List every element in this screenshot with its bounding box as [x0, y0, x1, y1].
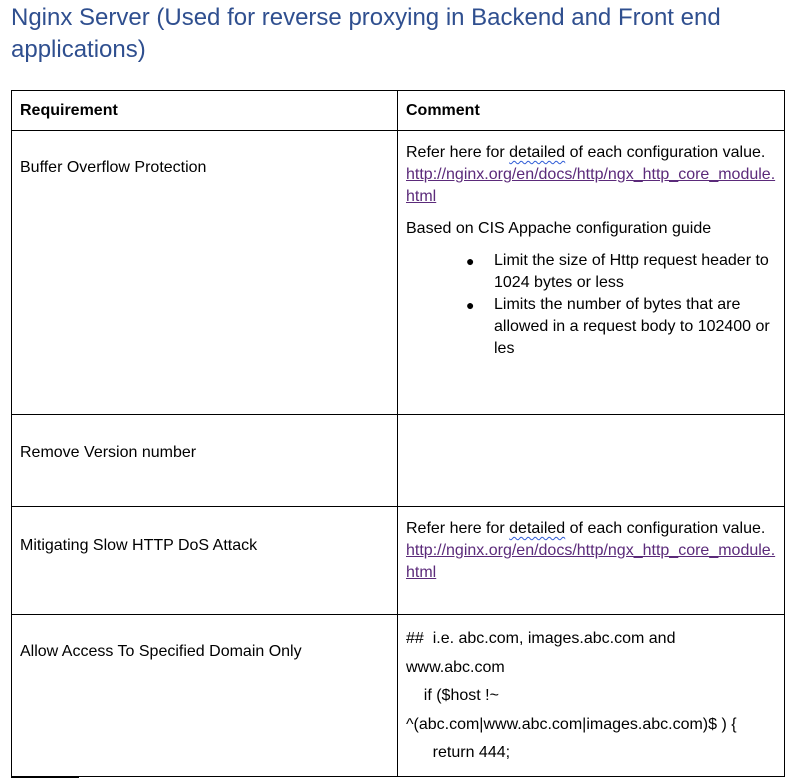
config-line: ^(abc.com|www.abc.com|images.abc.com)$ ) { — [406, 715, 737, 733]
config-line: if ($host !~ — [406, 687, 499, 704]
requirement-cell: Mitigating Slow HTTP DoS Attack — [12, 507, 398, 615]
table-row — [12, 507, 785, 615]
bullet-icon: ● — [466, 297, 475, 313]
config-line: ## i.e. abc.com, images.abc.com and — [406, 630, 676, 647]
nginx-docs-link[interactable]: http://nginx.org/en/docs/http/ngx_http_core_module.html — [406, 166, 776, 205]
reference-text-start: Refer here for — [406, 520, 510, 537]
table-row — [12, 131, 785, 415]
config-line: www.abc.com — [406, 658, 505, 676]
requirement-cell: Allow Access To Specified Domain Only — [12, 615, 398, 777]
requirement-cell: Remove Version number — [12, 415, 398, 507]
list-item-text: Limits the number of bytes that are allowed in a request body to 102400 or les — [494, 296, 770, 357]
comment-cell — [398, 507, 785, 615]
reference-text-start: Refer here for — [406, 144, 510, 161]
bullet-list — [406, 250, 776, 360]
reference-text — [406, 142, 776, 208]
reference-text-end: of each configuration value. — [565, 144, 766, 161]
page-title: Nginx Server (Used for reverse proxying in Backend and Front end applications) — [11, 4, 721, 63]
footnote-separator — [11, 777, 79, 778]
comment-cell — [398, 415, 785, 507]
requirements-table — [11, 90, 785, 777]
config-line: return 444; — [406, 744, 511, 761]
header-comment: Comment — [398, 91, 785, 131]
bullet-icon: ● — [466, 253, 475, 269]
table-row — [12, 615, 785, 777]
nginx-docs-link[interactable]: http://nginx.org/en/docs/http/ngx_http_core_module.html — [406, 542, 776, 581]
comment-cell — [398, 131, 785, 415]
table-row — [12, 415, 785, 507]
spellcheck-flagged-word: detailed — [509, 144, 566, 161]
reference-text — [406, 518, 776, 584]
table-header-row — [12, 91, 785, 131]
reference-text-end: of each configuration value. — [565, 520, 766, 537]
comment-cell — [398, 615, 785, 777]
requirement-cell: Buffer Overflow Protection — [12, 131, 398, 415]
cis-guide-note: Based on CIS Appache configuration guide — [406, 220, 712, 237]
header-requirement: Requirement — [12, 91, 398, 131]
list-item-text: Limit the size of Http request header to 1024 bytes or less — [494, 252, 769, 291]
list-item — [466, 250, 776, 294]
spellcheck-flagged-word: detailed — [509, 520, 566, 537]
list-item — [466, 294, 776, 360]
